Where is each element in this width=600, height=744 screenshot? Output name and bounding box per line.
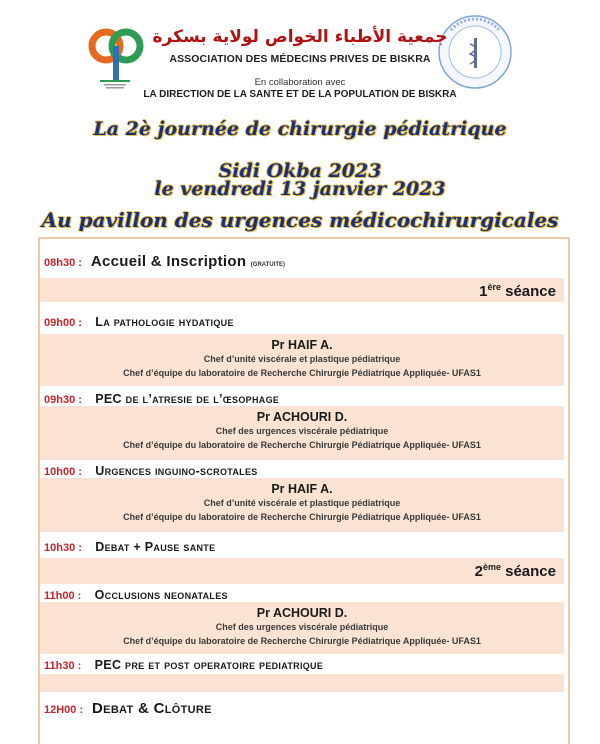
association-french-name: ASSOCIATION DES MÉDECINS PRIVES DE BISKRA (169, 53, 431, 65)
program-row-accueil: 08h30 : Accueil & Inscription (GRATUITE) (44, 253, 285, 270)
speaker-name: Pr ACHOURI D. (256, 410, 348, 424)
speaker-role: Chef des urgences viscérale pédiatrique (215, 426, 389, 436)
event-location: Sidi Okba 2023 (218, 160, 382, 182)
association-arabic-name: جمعية الأطباء الخواص لولاية بسكرة (152, 27, 448, 47)
session-title: Debat + Pause sante (95, 540, 216, 554)
session-title: Debat & Clôture (92, 700, 212, 717)
speaker-name: Pr HAIF A. (271, 338, 333, 352)
speaker-block-5 (40, 606, 564, 648)
speaker-name: Pr HAIF A. (271, 482, 333, 496)
speaker-role: Chef d’unité viscérale et plastique pédiatrique (203, 354, 401, 364)
program-row-1: 09h00 : La pathologie hydatique (44, 315, 234, 329)
direction-name: LA DIRECTION DE LA SANTE ET DE LA POPULATION DE BISKRA (143, 89, 457, 100)
speaker-lab: Chef d’équipe du laboratoire de Recherche Chirurgie Pédiatrique Appliquée- UFAS1 (123, 440, 481, 450)
event-venue: Au pavillon des urgences médicochirurgicales (41, 208, 559, 232)
free-note: (GRATUITE) (250, 262, 285, 268)
speaker-role: Chef des urgences viscérale pédiatrique (215, 622, 389, 632)
speaker-block-3 (40, 482, 564, 524)
speaker-lab: Chef d’équipe du laboratoire de Recherche Chirurgie Pédiatrique Appliquée- UFAS1 (123, 512, 481, 522)
speaker-lab: Chef d’équipe du laboratoire de Recherche Chirurgie Pédiatrique Appliquée- UFAS1 (123, 368, 481, 378)
program-row-cloture: 12H00 : Debat & Clôture (44, 700, 212, 717)
session-title: La pathologie hydatique (95, 315, 234, 329)
session-title: Occlusions neonatales (94, 588, 228, 602)
session-title: Accueil & Inscription (90, 253, 247, 270)
speaker-name: Pr ACHOURI D. (256, 606, 348, 620)
session-title: Urgences inguino-scrotales (95, 464, 258, 478)
seance2-heading: 2ème séance (474, 562, 556, 580)
program-row-5: 11h00 : Occlusions neonatales (44, 588, 228, 602)
association-logo (88, 24, 144, 92)
collaboration-text: En collaboration avec (254, 77, 346, 88)
speaker-block-1 (40, 338, 564, 380)
program-row-4: 10h30 : Debat + Pause sante (44, 540, 216, 554)
event-title: La 2è journée de chirurgie pédiatrique (93, 118, 507, 140)
speaker-role: Chef d’unité viscérale et plastique pédiatrique (203, 498, 401, 508)
speaker-lab: Chef d’équipe du laboratoire de Recherche Chirurgie Pédiatrique Appliquée- UFAS1 (123, 636, 481, 646)
blank-band (40, 674, 564, 692)
seance1-heading: 1ère séance (479, 282, 556, 300)
program-row-6: 11h30 : PEC pre et post operatoire pediatrique (44, 658, 324, 672)
program-row-2: 09h30 : PEC de l’atresie de l’œsophage (44, 392, 280, 406)
session-title: PEC de l’atresie de l’œsophage (95, 392, 280, 406)
program-row-3: 10h00 : Urgences inguino-scrotales (44, 464, 258, 478)
speaker-block-2 (40, 410, 564, 452)
time-label: 08h30 (44, 257, 76, 269)
event-date: le vendredi 13 janvier 2023 (154, 178, 446, 200)
session-title: PEC pre et post operatoire pediatrique (94, 658, 324, 672)
